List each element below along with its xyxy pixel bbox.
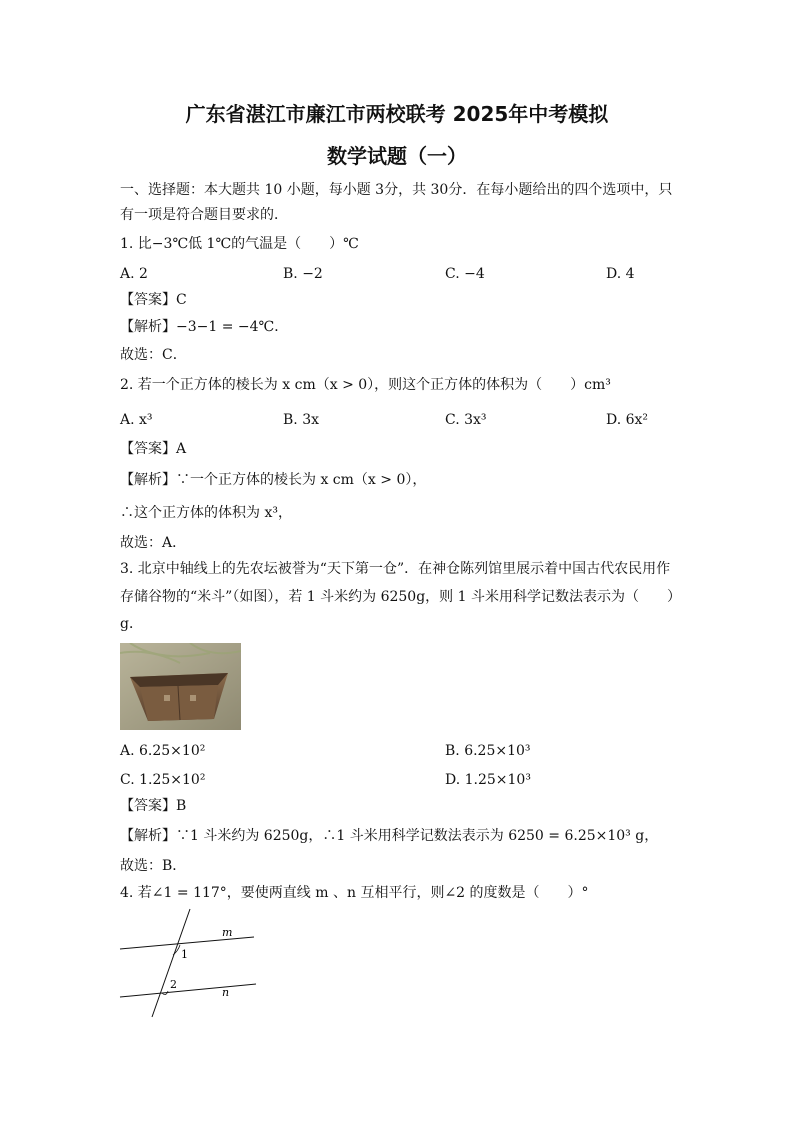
q2-option-d: D. 6x² [606,412,649,428]
q3-option-c: C. 1.25×10² [120,772,206,788]
label-m: m [222,926,233,939]
q3-answer: 【答案】B [120,798,187,814]
rice-measure-photo [120,643,241,730]
q2-analysis-1: 【解析】∵一个正方体的棱长为 x cm（x > 0）， [120,472,427,488]
q2-option-a: A. x³ [120,412,153,428]
label-angle-1: 1 [181,948,188,961]
q3-option-b: B. 6.25×10³ [445,743,531,759]
section-intro-line-2: 有一项是符合题目要求的． [120,207,288,223]
q1-answer: 【答案】C [120,292,187,308]
line-n [120,984,256,997]
q3-option-a: A. 6.25×10² [120,743,206,759]
parallel-lines-figure [118,905,263,1020]
q3-analysis: 【解析】∵1 斗米约为 6250g，∴1 斗米用科学记数法表示为 6250 = 6.25×10³ g， [120,828,659,844]
q2-conclusion: 故选：A． [120,535,187,551]
q3-stem-line-2: 存储谷物的“米斗”（如图），若 1 斗米约为 6250g，则 1 斗米用科学记数法表示为（ ） [120,589,681,605]
q1-conclusion: 故选：C． [120,347,187,363]
q4-stem: 4. 若∠1 = 117°，要使两直线 m 、n 互相平行，则∠2 的度数是（ ）° [120,885,589,901]
q2-option-c: C. 3x³ [445,412,487,428]
q2-stem: 2. 若一个正方体的棱长为 x cm（x > 0），则这个正方体的体积为（ ）cm³ [120,377,611,393]
q2-option-b: B. 3x [283,412,319,428]
q1-option-c: C. −4 [445,266,485,282]
rice-measure-illustration [120,643,241,730]
q2-answer: 【答案】A [120,441,187,457]
q3-conclusion: 故选：B． [120,858,187,874]
q3-option-d: D. 1.25×10³ [445,772,531,788]
q3-stem-line-3: g． [120,616,143,632]
q1-stem: 1. 比−3℃低 1℃的气温是（ ）℃ [120,236,359,252]
q2-analysis-2: ∴这个正方体的体积为 x³， [120,505,292,521]
section-intro-line-1: 一、选择题：本大题共 10 小题，每小题 3分，共 30分．在每小题给出的四个选项中，只 [120,182,673,198]
q1-option-b: B. −2 [283,266,323,282]
page-title: 广东省湛江市廉江市两校联考 2025年中考模拟 [185,102,609,126]
q1-analysis: 【解析】−3−1 = −4℃． [120,319,289,335]
q3-stem-line-1: 3. 北京中轴线上的先农坛被誉为“天下第一仓”．在神仓陈列馆里展示着中国古代农民用作 [120,561,671,577]
transversal [152,909,190,1017]
label-n: n [222,986,230,999]
label-angle-2: 2 [170,978,177,991]
page-subtitle: 数学试题（一） [327,144,467,168]
q1-option-a: A. 2 [120,266,148,282]
q1-option-d: D. 4 [606,266,635,282]
